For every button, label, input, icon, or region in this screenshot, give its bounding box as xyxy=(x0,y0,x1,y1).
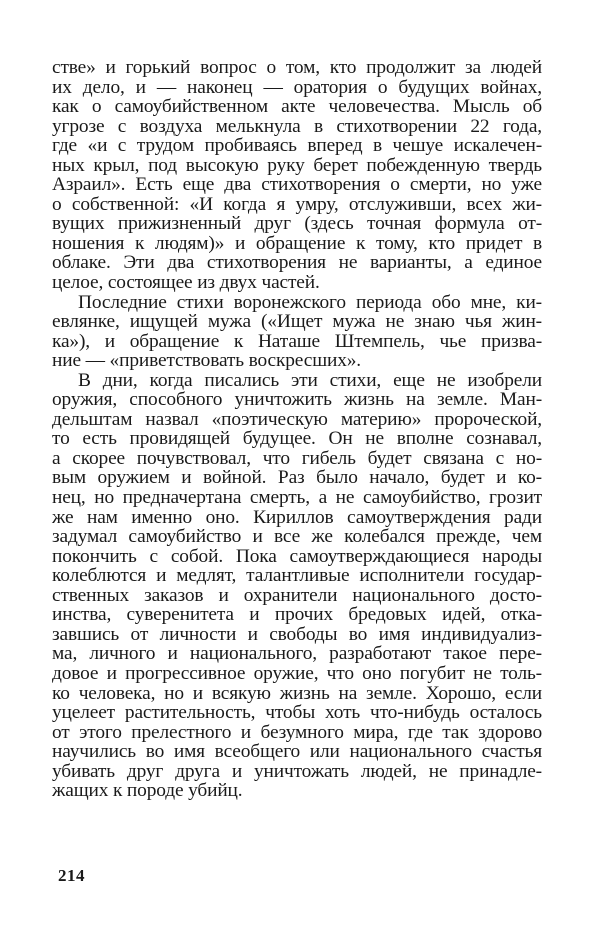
text-line: облаке. Эти два стихотворения не варианты, а единое xyxy=(52,252,542,274)
text-line: целое, состоящее из двух частей. xyxy=(52,272,320,294)
page-number: 214 xyxy=(58,866,85,885)
text-line: уцелеет растительность, чтобы хоть что-нибудь осталось xyxy=(52,702,542,724)
text-line: научились во имя всеобщего или национального счастья xyxy=(52,741,542,763)
text-line: ношения к людям)» и обращение к тому, кто придет в xyxy=(52,232,542,254)
text-line: колеблются и медлят, талантливые исполнители государ- xyxy=(52,565,542,587)
text-line: нец, но предначертана смерть, а не самоубийство, грозит xyxy=(52,487,542,509)
text-line: о собственной: «И когда я умру, отслуживши, всех жи- xyxy=(52,193,542,215)
text-line: довое и прогрессивное оружие, что оно погубит не толь- xyxy=(52,662,542,684)
text-line: Последние стихи воронежского периода обо мне, ки- xyxy=(78,291,542,313)
text-line: убивать друг друга и уничтожать людей, не принадле- xyxy=(52,760,542,782)
text-line: завшись от личности и свободы во имя индивидуализ- xyxy=(52,623,542,645)
text-line: жащих к породе убийц. xyxy=(52,780,243,802)
text-line: ка»), и обращение к Наташе Штемпель, чье призва- xyxy=(52,330,542,352)
text-line: покончить с собой. Пока самоутверждающиеся народы xyxy=(52,545,542,567)
text-line: как о самоубийственном акте человечества. Мысль об xyxy=(52,96,542,118)
text-line: вым оружием и войной. Раз было начало, будет и ко- xyxy=(52,467,542,489)
text-line: стве» и горький вопрос о том, кто продолжит за людей xyxy=(52,57,542,78)
text-line: ма, личного и национального, разработают такое пере- xyxy=(52,643,542,665)
text-line: В дни, когда писались эти стихи, еще не изобрели xyxy=(78,369,542,391)
text-line: задумал самоубийство и все же колебался прежде, чем xyxy=(52,526,542,548)
text-line: Азраил». Есть еще два стихотворения о смерти, но уже xyxy=(52,174,542,196)
text-line: ко человека, но и всякую жизнь на земле. Хорошо, если xyxy=(52,682,542,704)
text-line: а скорее почувствовал, что гибель будет связана с но- xyxy=(52,447,542,469)
text-line: евлянке, ищущей мужа («Ищет мужа не знаю чья жин- xyxy=(52,311,542,333)
text-line: вущих прижизненный друг (здесь точная формула от- xyxy=(52,213,542,235)
text-line: где «и с трудом пробиваясь вперед в чешуе искалечен- xyxy=(52,135,542,157)
text-line: ственных заказов и охранители национального досто- xyxy=(52,584,542,606)
paragraph xyxy=(52,58,542,293)
text-line: инства, суверенитета и прочих бредовых идей, отка- xyxy=(52,604,542,626)
paragraph xyxy=(52,293,542,371)
body-text xyxy=(52,58,542,801)
text-line: угрозе с воздуха мелькнула в стихотворении 22 года, xyxy=(52,115,542,137)
text-line: ных крыл, под высокую руку берет побежденную твердь xyxy=(52,154,542,176)
text-line: то есть провидящей будущее. Он не вполне сознавал, xyxy=(52,428,542,450)
text-line: оружия, способного уничтожить жизнь на земле. Ман- xyxy=(52,389,542,411)
text-line: от этого прелестного и безумного мира, где так здорово xyxy=(52,721,542,743)
text-line: ние — «приветствовать воскресших». xyxy=(52,350,361,372)
text-line: дельштам назвал «поэтическую материю» пророческой, xyxy=(52,408,542,430)
text-line: же нам именно оно. Кириллов самоутверждения ради xyxy=(52,506,542,528)
paragraph xyxy=(52,371,542,801)
text-line: их дело, и — наконец — оратория о будущих войнах, xyxy=(52,76,542,98)
